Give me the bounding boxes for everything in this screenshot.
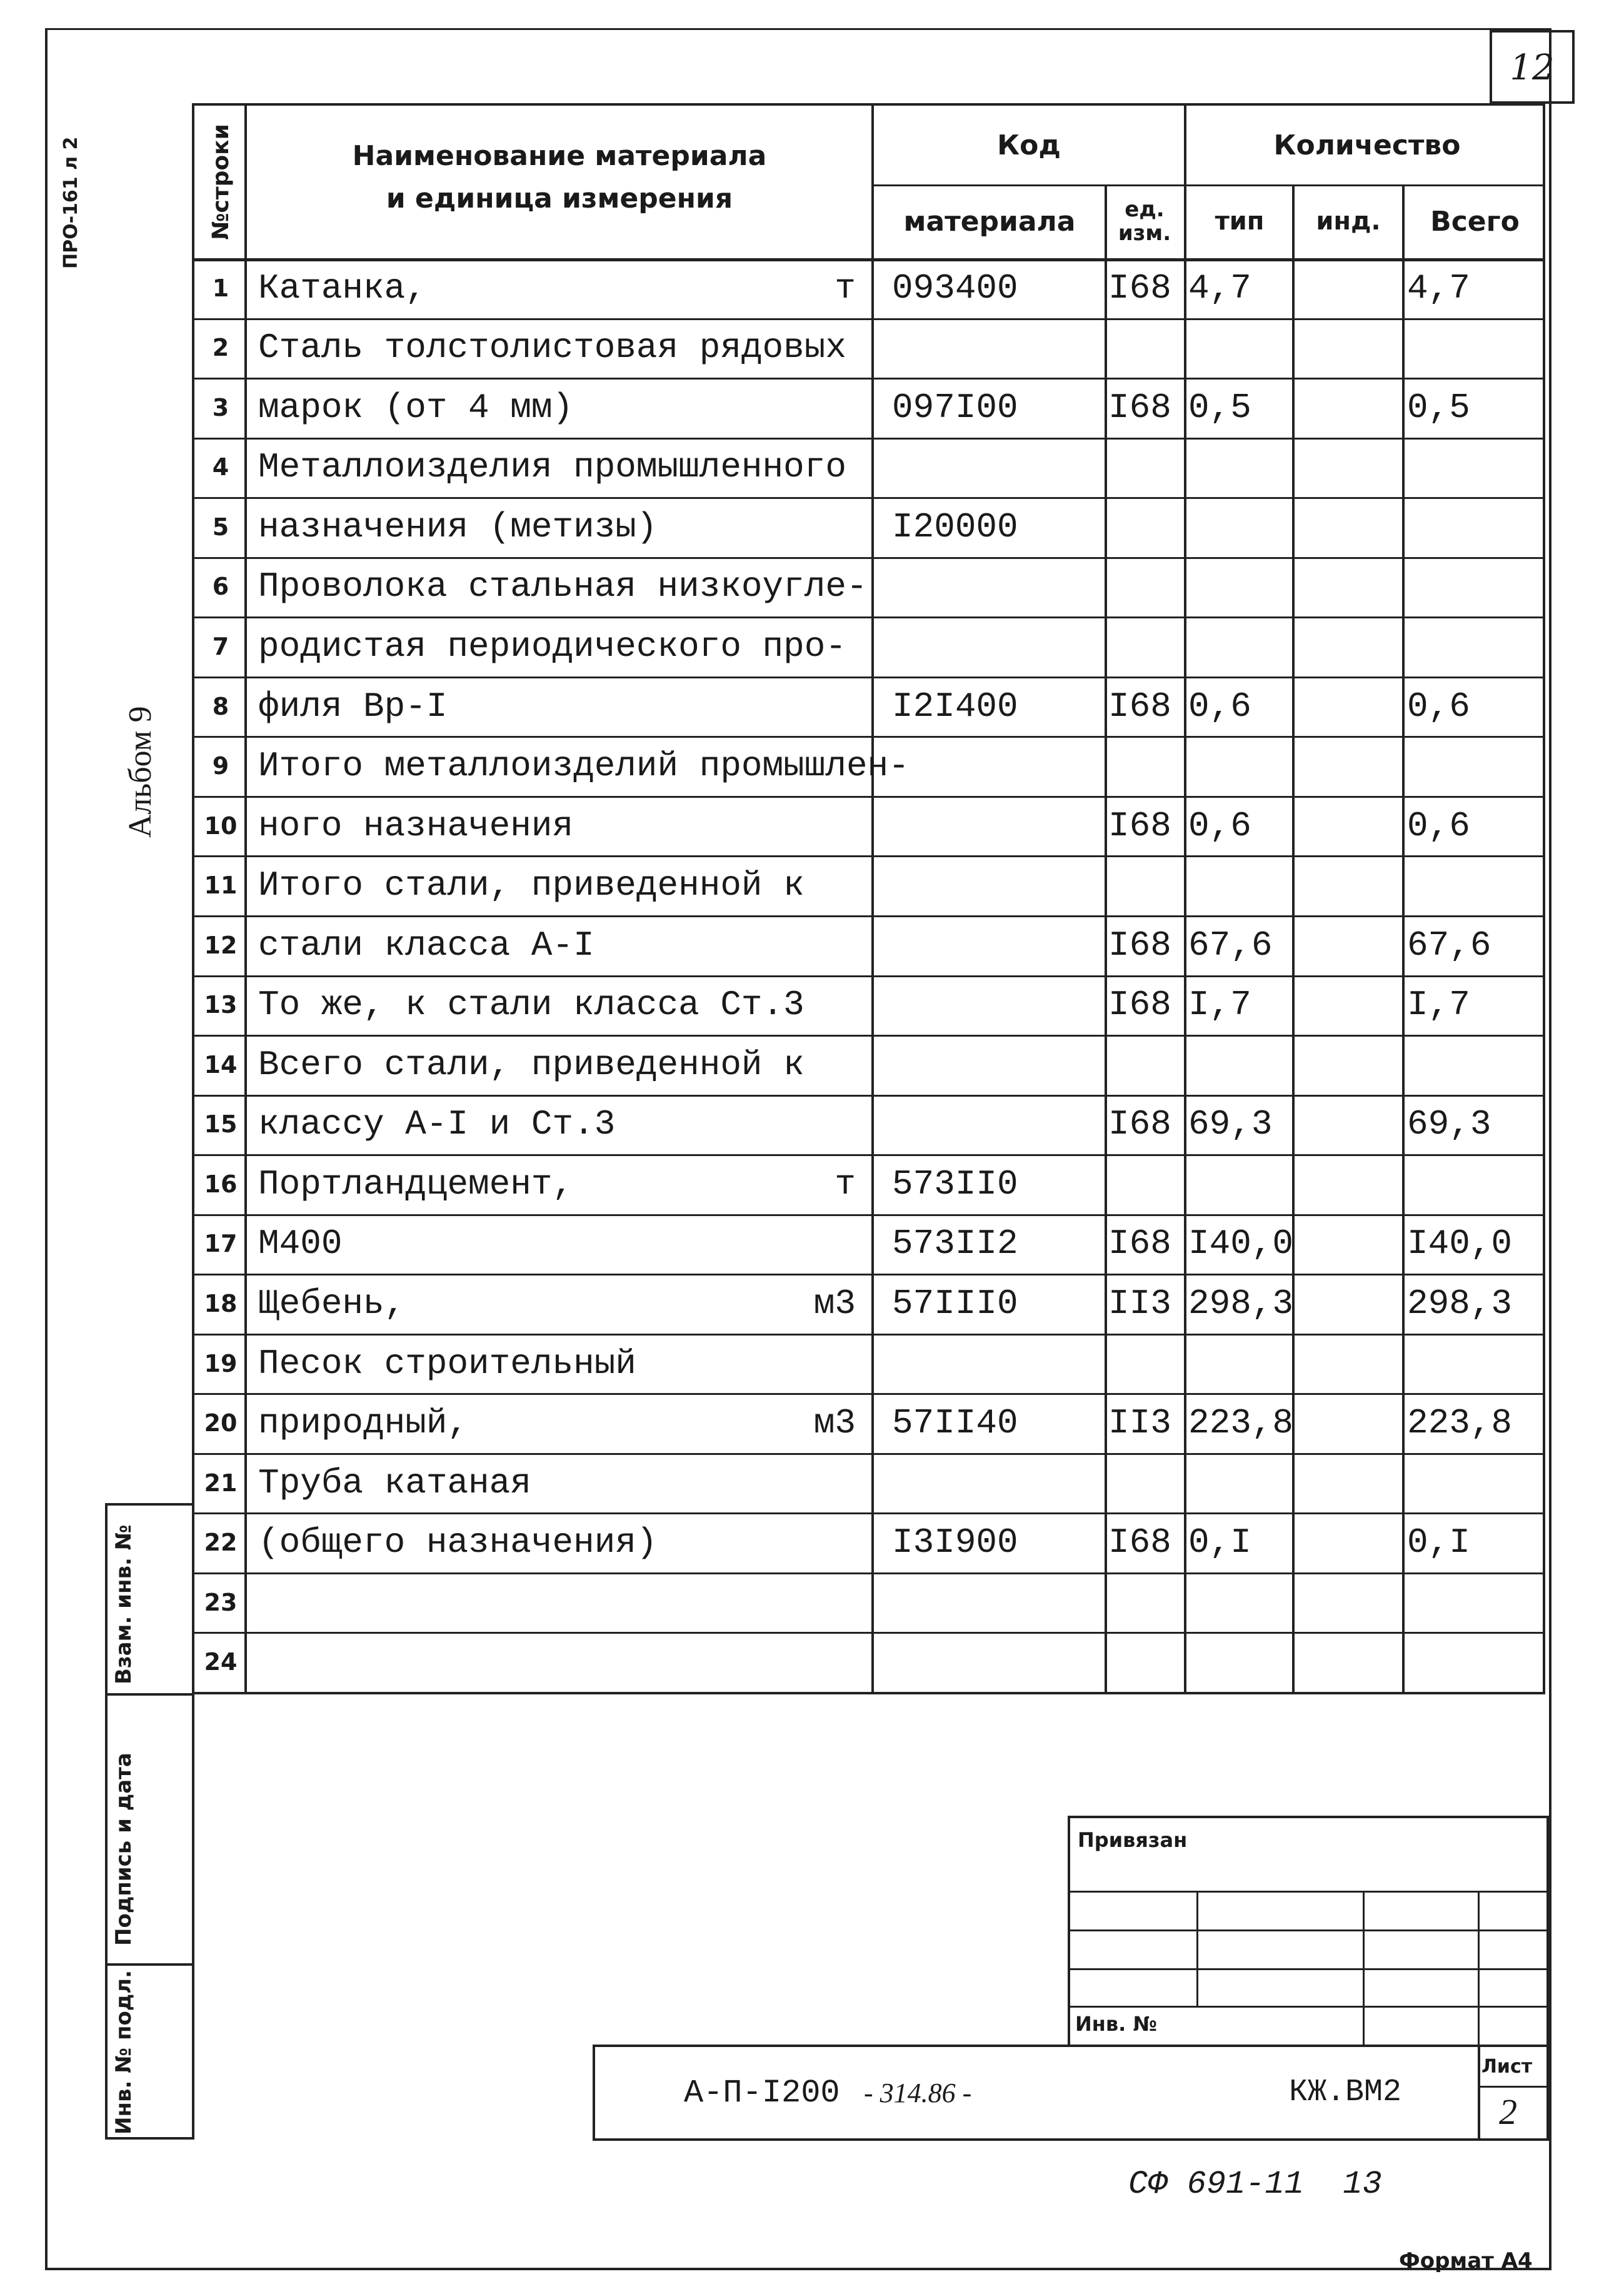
side-cell-podpis xyxy=(108,1693,193,1966)
material-code xyxy=(892,616,1098,677)
qty-ind xyxy=(1296,557,1400,617)
qty-ind xyxy=(1296,975,1400,1035)
page-number: 12 xyxy=(1510,48,1555,88)
qty-ind xyxy=(1296,1334,1400,1394)
col-line xyxy=(1105,184,1107,1692)
privyazan-block xyxy=(1068,1816,1549,2047)
row-number: 4 xyxy=(212,453,229,481)
material-name: Труба катаная xyxy=(258,1462,531,1503)
qty-total: 298,3 xyxy=(1407,1283,1513,1324)
unit-code xyxy=(1108,736,1183,796)
row-number: 16 xyxy=(204,1170,238,1198)
row-number: 5 xyxy=(212,513,229,541)
qty-type xyxy=(1188,1572,1292,1632)
qty-total xyxy=(1407,616,1545,677)
material-code: I20000 xyxy=(892,506,1018,547)
row-number: 17 xyxy=(204,1230,238,1258)
material-unit xyxy=(757,1632,870,1692)
material-name: То же, к стали класса Ст.3 xyxy=(258,985,804,1025)
unit-code xyxy=(1108,1154,1183,1214)
material-code: 57III0 xyxy=(892,1283,1018,1324)
material-unit: т xyxy=(835,1164,856,1204)
material-unit xyxy=(757,557,870,617)
unit-code: II3 xyxy=(1108,1283,1171,1324)
material-name: филя Вр-I xyxy=(258,686,448,727)
qty-type: 298,3 xyxy=(1188,1283,1294,1324)
qty-type: 0,5 xyxy=(1188,387,1251,428)
qty-total: 0,6 xyxy=(1407,686,1470,727)
unit-code: I68 xyxy=(1108,268,1171,308)
material-code xyxy=(892,1572,1098,1632)
unit-code xyxy=(1108,1334,1183,1394)
material-code: I3I900 xyxy=(892,1522,1018,1563)
unit-code: I68 xyxy=(1108,387,1171,428)
unit-code xyxy=(1108,1572,1183,1632)
material-unit xyxy=(757,1035,870,1095)
material-unit xyxy=(757,736,870,796)
material-unit xyxy=(757,1095,870,1155)
doc-code-block xyxy=(593,2045,1549,2141)
side-label-inv-podl: Инв. № подл. xyxy=(111,1970,136,2135)
material-name: Металлоизделия промышленного xyxy=(258,447,846,488)
unit-code xyxy=(1108,616,1183,677)
material-unit xyxy=(757,497,870,557)
header-code-unit: ед. изм. xyxy=(1118,197,1171,246)
material-unit xyxy=(757,915,870,975)
material-name: (общего назначения) xyxy=(258,1522,658,1563)
row-number: 19 xyxy=(204,1349,238,1377)
qty-total: 0,5 xyxy=(1407,387,1470,428)
qty-ind xyxy=(1296,1393,1400,1453)
material-code xyxy=(892,318,1098,378)
qty-ind xyxy=(1296,1512,1400,1572)
material-unit xyxy=(757,1512,870,1572)
material-code: 573II0 xyxy=(892,1164,1018,1204)
qty-total xyxy=(1407,1334,1545,1394)
qty-type: I40,0 xyxy=(1188,1224,1294,1264)
row-number: 3 xyxy=(212,393,229,421)
qty-ind xyxy=(1296,1572,1400,1632)
qty-total xyxy=(1407,1572,1545,1632)
qty-type: 4,7 xyxy=(1188,268,1251,308)
row-number: 11 xyxy=(204,872,238,900)
unit-code xyxy=(1108,1632,1183,1692)
qty-ind xyxy=(1296,318,1400,378)
row-number: 23 xyxy=(204,1588,238,1616)
material-unit xyxy=(757,1453,870,1513)
material-code xyxy=(892,1035,1098,1095)
material-unit xyxy=(757,1572,870,1632)
inv-no-label: Инв. № xyxy=(1075,2012,1157,2036)
material-code xyxy=(892,915,1098,975)
qty-ind xyxy=(1296,258,1400,318)
material-name: М400 xyxy=(258,1224,343,1264)
unit-code xyxy=(1108,438,1183,498)
row-number: 2 xyxy=(212,334,229,362)
material-code xyxy=(892,1453,1098,1513)
qty-type xyxy=(1188,1035,1292,1095)
materials-table xyxy=(192,103,1545,1694)
qty-total: 4,7 xyxy=(1407,268,1470,308)
material-unit xyxy=(757,438,870,498)
unit-code xyxy=(1108,318,1183,378)
material-name: Итого металлоизделий промышлен- xyxy=(258,746,910,787)
qty-ind xyxy=(1296,1632,1400,1692)
qty-ind xyxy=(1296,1154,1400,1214)
row-number: 13 xyxy=(204,991,238,1019)
qty-ind xyxy=(1296,378,1400,438)
material-code xyxy=(892,796,1098,856)
qty-ind xyxy=(1296,1214,1400,1274)
qty-type xyxy=(1188,1154,1292,1214)
material-code xyxy=(892,1334,1098,1394)
unit-code: I68 xyxy=(1108,1522,1171,1563)
row-number: 12 xyxy=(204,931,238,959)
qty-type: 69,3 xyxy=(1188,1104,1273,1145)
header-name-line2: и единица измерения xyxy=(386,182,733,214)
album-label: Альбом 9 xyxy=(123,706,158,838)
privyazan-label: Привязан xyxy=(1078,1828,1188,1852)
material-name: стали класса А-I xyxy=(258,925,594,965)
qty-type xyxy=(1188,318,1292,378)
side-cell-inv xyxy=(108,1963,193,2142)
row-number: 15 xyxy=(204,1110,238,1139)
material-unit xyxy=(757,677,870,737)
qty-type xyxy=(1188,736,1292,796)
qty-total xyxy=(1407,1453,1545,1513)
material-code xyxy=(892,736,1098,796)
side-stamp-column xyxy=(105,1503,193,2140)
sheet-label: Лист xyxy=(1481,2056,1533,2078)
row-number: 7 xyxy=(212,633,229,661)
material-unit: т xyxy=(835,268,856,308)
qty-total: I40,0 xyxy=(1407,1224,1513,1264)
material-name: Катанка, xyxy=(258,268,426,308)
unit-code xyxy=(1108,497,1183,557)
side-label-podpis: Подпись и дата xyxy=(111,1753,136,1946)
header-code-group: Код xyxy=(997,129,1061,161)
qty-type: 0,6 xyxy=(1188,805,1251,846)
qty-total xyxy=(1407,1154,1545,1214)
qty-ind xyxy=(1296,1453,1400,1513)
material-name: Всего стали, приведенной к xyxy=(258,1044,804,1085)
material-unit xyxy=(757,378,870,438)
qty-type xyxy=(1188,557,1292,617)
qty-ind xyxy=(1296,616,1400,677)
material-name: Песок строительный xyxy=(258,1343,636,1384)
unit-code: I68 xyxy=(1108,805,1171,846)
material-name: Сталь толстолистовая рядовых xyxy=(258,328,846,368)
material-code xyxy=(892,1095,1098,1155)
qty-ind xyxy=(1296,736,1400,796)
material-code xyxy=(892,855,1098,915)
material-unit xyxy=(757,855,870,915)
qty-ind xyxy=(1296,497,1400,557)
material-code: 57II40 xyxy=(892,1403,1018,1444)
header-name-line1: Наименование материала xyxy=(352,139,767,172)
material-name: Портландцемент, xyxy=(258,1164,574,1204)
material-code: I2I400 xyxy=(892,686,1018,727)
unit-code xyxy=(1108,855,1183,915)
unit-code: II3 xyxy=(1108,1403,1171,1444)
side-cell-vzam xyxy=(108,1503,193,1691)
unit-code: I68 xyxy=(1108,686,1171,727)
material-code: 097I00 xyxy=(892,387,1018,428)
qty-ind xyxy=(1296,915,1400,975)
material-unit: м3 xyxy=(813,1283,856,1324)
qty-ind xyxy=(1296,1274,1400,1334)
row-number: 14 xyxy=(204,1050,238,1079)
qty-total: 0,6 xyxy=(1407,805,1470,846)
doc-code: А-П-I200 xyxy=(684,2075,840,2111)
qty-total xyxy=(1407,1035,1545,1095)
qty-total xyxy=(1407,557,1545,617)
material-code: 093400 xyxy=(892,268,1018,308)
material-name xyxy=(258,1632,808,1692)
qty-total xyxy=(1407,855,1545,915)
qty-type xyxy=(1188,1453,1292,1513)
qty-type xyxy=(1188,855,1292,915)
row-number: 8 xyxy=(212,692,229,720)
qty-type xyxy=(1188,438,1292,498)
material-unit: м3 xyxy=(813,1403,856,1444)
qty-type: 0,I xyxy=(1188,1522,1251,1563)
material-unit xyxy=(757,616,870,677)
row-number: 10 xyxy=(204,812,238,840)
unit-code xyxy=(1108,1453,1183,1513)
format-label: Формат А4 xyxy=(1399,2248,1533,2273)
archive-code: ПРО-161 л 2 xyxy=(60,136,82,269)
unit-code xyxy=(1108,1035,1183,1095)
sheet-number: 2 xyxy=(1499,2091,1517,2132)
qty-total: 223,8 xyxy=(1407,1403,1513,1444)
header-qty-type: тип xyxy=(1215,207,1265,236)
unit-code: I68 xyxy=(1108,925,1171,965)
material-name: Итого стали, приведенной к xyxy=(258,865,804,906)
qty-total xyxy=(1407,736,1545,796)
unit-code: I68 xyxy=(1108,1104,1171,1145)
material-name: родистая периодического про- xyxy=(258,626,846,667)
qty-type xyxy=(1188,1334,1292,1394)
row-number: 24 xyxy=(204,1648,238,1676)
qty-type: 0,6 xyxy=(1188,686,1251,727)
col-line xyxy=(1402,184,1405,1692)
qty-total xyxy=(1407,1632,1545,1692)
row-number: 9 xyxy=(212,752,229,780)
doc-mark: КЖ.ВМ2 xyxy=(1289,2075,1402,2110)
qty-type: 223,8 xyxy=(1188,1403,1294,1444)
material-unit xyxy=(757,796,870,856)
material-name: природный, xyxy=(258,1403,469,1444)
material-unit xyxy=(757,318,870,378)
material-name: назначения (метизы) xyxy=(258,506,658,547)
material-name: Щебень, xyxy=(258,1283,406,1324)
qty-total xyxy=(1407,497,1545,557)
material-name xyxy=(258,1572,808,1632)
qty-total: 69,3 xyxy=(1407,1104,1491,1145)
unit-code xyxy=(1108,557,1183,617)
qty-ind xyxy=(1296,1035,1400,1095)
qty-total xyxy=(1407,438,1545,498)
qty-total: I,7 xyxy=(1407,985,1470,1025)
qty-ind xyxy=(1296,438,1400,498)
material-code: 573II2 xyxy=(892,1224,1018,1264)
qty-total xyxy=(1407,318,1545,378)
qty-type: I,7 xyxy=(1188,985,1251,1025)
material-name: Проволока стальная низкоугле- xyxy=(258,566,868,607)
unit-code: I68 xyxy=(1108,985,1171,1025)
header-qty-total: Всего xyxy=(1430,205,1520,238)
unit-code: I68 xyxy=(1108,1224,1171,1264)
header-row-no: №строки xyxy=(208,124,234,240)
material-code xyxy=(892,438,1098,498)
material-unit xyxy=(757,1214,870,1274)
material-name: классу А-I и Ст.3 xyxy=(258,1104,616,1145)
row-number: 22 xyxy=(204,1529,238,1557)
side-label-vzam: Взам. инв. № xyxy=(111,1524,136,1684)
material-unit xyxy=(757,975,870,1035)
qty-total: 0,I xyxy=(1407,1522,1470,1563)
material-name: марок (от 4 мм) xyxy=(258,387,574,428)
header-qty-group: Количество xyxy=(1273,129,1461,161)
qty-ind xyxy=(1296,1095,1400,1155)
material-code xyxy=(892,1632,1098,1692)
footer-code: СФ 691-11 13 xyxy=(1128,2166,1382,2203)
page-number-box xyxy=(1490,30,1575,104)
header-code-material: материала xyxy=(903,205,1076,238)
header-qty-ind: инд. xyxy=(1316,207,1381,236)
qty-ind xyxy=(1296,796,1400,856)
material-unit xyxy=(757,1334,870,1394)
doc-suffix: - 314.86 - xyxy=(864,2078,972,2108)
material-name: ного назначения xyxy=(258,805,574,846)
row-number: 6 xyxy=(212,573,229,601)
row-number: 21 xyxy=(204,1469,238,1497)
qty-type xyxy=(1188,497,1292,557)
row-number: 18 xyxy=(204,1289,238,1317)
qty-total: 67,6 xyxy=(1407,925,1491,965)
qty-type: 67,6 xyxy=(1188,925,1273,965)
col-line xyxy=(1292,184,1295,1692)
inner-left-line xyxy=(192,1692,194,2140)
row-number: 20 xyxy=(204,1409,238,1437)
row-number: 1 xyxy=(212,274,229,302)
qty-type xyxy=(1188,616,1292,677)
qty-ind xyxy=(1296,677,1400,737)
qty-ind xyxy=(1296,855,1400,915)
qty-type xyxy=(1188,1632,1292,1692)
material-code xyxy=(892,557,1098,617)
material-code xyxy=(892,975,1098,1035)
